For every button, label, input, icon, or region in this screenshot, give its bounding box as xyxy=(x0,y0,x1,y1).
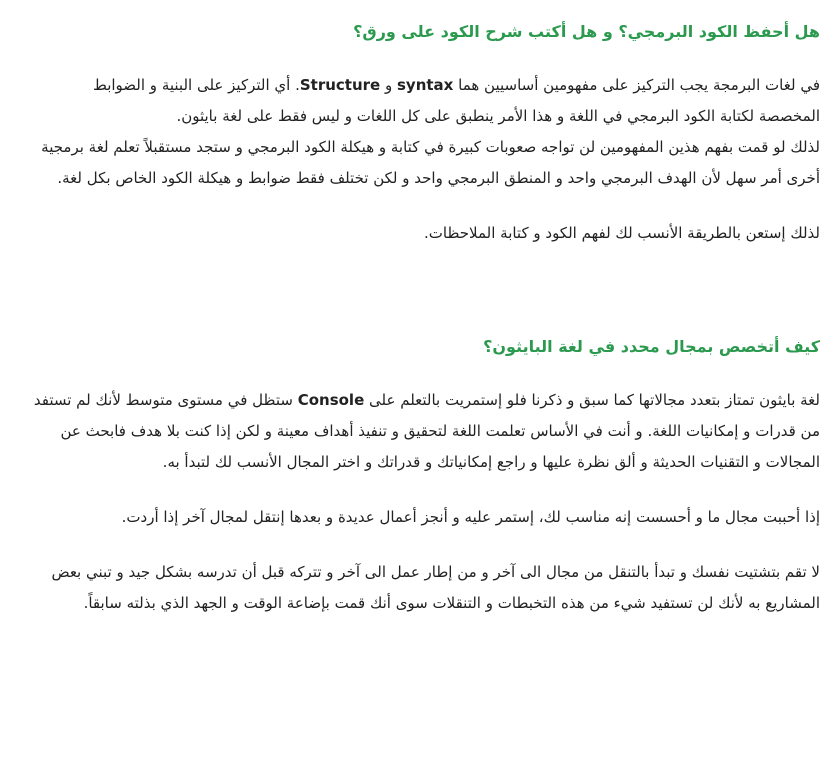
paragraph-text: ستظل في مستوى متوسط لأنك لم تستفد من قدرات و إمكانيات اللغة. و أنت في الأساس تعلمت اللغة لتحقيق و تنفيذ أهداف معينة و لكن إذا كنت بلا هدف فابحث عن المجالات و التقنيات الحديثة و ألق نظرة عليها و راجع إمكانياتك و قدراتك و اختر المجال الأنسب لك لتبدأ به. xyxy=(33,391,820,471)
section-heading-memorize-code: هل أحفظ الكود البرمجي؟ و هل أكتب شرح الكود على ورق؟ xyxy=(353,22,820,41)
paragraph-text: في لغات البرمجة يجب التركيز على مفهومين أساسيين هما xyxy=(453,76,820,94)
paragraph-stick-with-field: إذا أحببت مجال ما و أحسست إنه مناسب لك، إستمر عليه و أنجز أعمال عديدة و بعدها إنتقل لمجال آخر إذا أردت. xyxy=(121,508,820,526)
paragraph-text: و xyxy=(380,76,397,94)
paragraph-notes-method: لذلك إستعن بالطريقة الأنسب لك لفهم الكود و كتابة الملاحظات. xyxy=(423,224,820,242)
paragraph-text: لغة بايثون تمتاز بتعدد مجالاتها كما سبق و ذكرنا فلو إستمريت بالتعلم على xyxy=(364,391,820,409)
paragraph-dont-scatter: لا تقم بتشتيت نفسك و تبدأ بالتنقل من مجال الى آخر و من إطار عمل الى آخر و تتركه قبل أن تدرسه بشكل جيد و تبني بعض المشاريع به لأنك لن تستفيد شيء من هذه التخبطات و التنقلات سوى أنك قمت بإضاعة الوقت و الجهد الذي بذلته سابقاً. xyxy=(51,563,820,612)
paragraph-understanding-concepts: لذلك لو قمت بفهم هذين المفهومين لن تواجه صعوبات كبيرة في كتابة و هيكلة الكود البرمجي و ستجد مستقبلاً تعلم لغة برمجية أخرى أمر سهل لأن الهدف البرمجي واحد و المنطق البرمجي واحد و لكن تختلف فقط ضوابط و هيكلة الكود الخاص بكل لغة. xyxy=(41,138,820,187)
paragraph-syntax-structure xyxy=(28,70,820,132)
paragraph-text: . أي التركيز على البنية و الضوابط المخصصة لكتابة الكود البرمجي في اللغة و هذا الأمر ينطبق على كل اللغات و ليس فقط على لغة بايثون. xyxy=(92,76,820,125)
section-heading-specialize: كيف أتخصص بمجال محدد في لغة البايثون؟ xyxy=(483,337,820,356)
paragraph-python-fields xyxy=(28,385,820,478)
keyword-structure: Structure xyxy=(299,76,381,94)
keyword-console: Console xyxy=(297,391,365,409)
keyword-syntax: syntax xyxy=(397,76,454,94)
